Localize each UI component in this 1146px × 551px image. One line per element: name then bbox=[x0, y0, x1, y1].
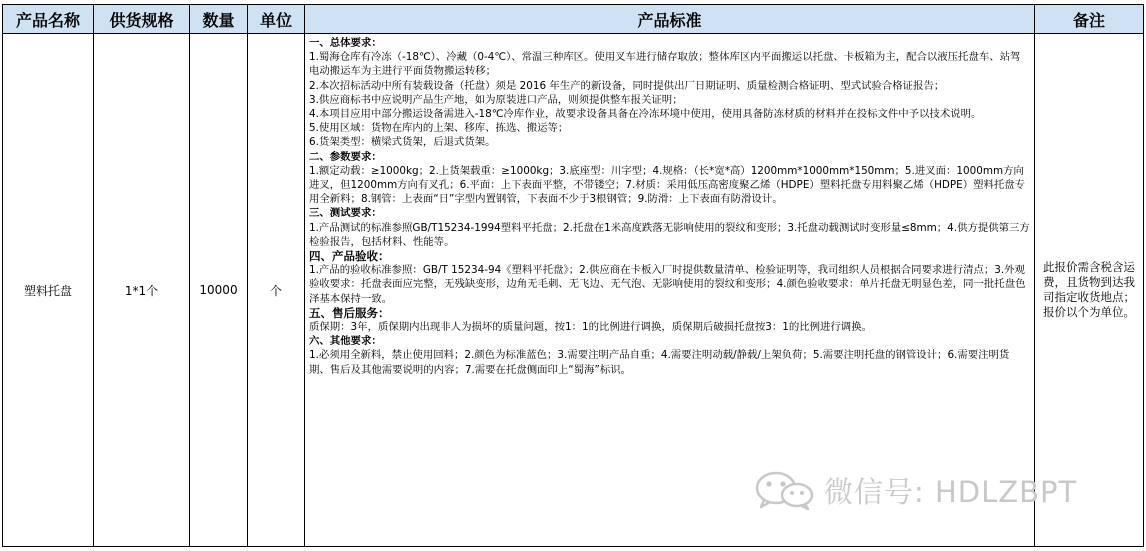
general-item-4: 4.本项目应用中部分搬运设备需进入-18℃冷库作业，故要求设备具备在冷冻环境中使用，使用具备防冻材质的材料并在投标文件中予以技术说明。 bbox=[309, 108, 982, 121]
header-supply-spec: 供货规格 bbox=[94, 5, 190, 34]
cell-remarks: 此报价需含税含运费，且货物到达我司指定收货地点；报价以个为单位。 bbox=[1035, 34, 1144, 547]
acceptance-text: 1.产品的验收标准参照：GB/T 15234-94《塑料平托盘》；2.供应商在卡板入厂时提供数量清单、检验证明等，我司组织人员根据合同要求进行清点；3.外观验收要求：托盘表面应完整，无残缺变形，边角无毛刺、无飞边、无气泡、无影响使用的裂纹和变形；4.颜色验收要求：单片托盘无明显色差，同一批托盘色泽基本保持一致。 bbox=[309, 264, 1026, 305]
section-acceptance-title: 四、产品验收： bbox=[309, 249, 390, 264]
product-spec-table bbox=[2, 4, 1144, 547]
watermark-text: 微信号: HDLZBPT bbox=[824, 474, 1078, 509]
general-item-2: 2.本次招标活动中所有装载设备（托盘）须是 2016 年生产的新设备，同时提供出厂日期证明、质量检测合格证明、型式试验合格证报告； bbox=[309, 79, 945, 92]
general-item-1: 1.蜀海仓库有冷冻（-18℃）、冷藏（0-4℃）、常温三种库区。使用叉车进行储存取放；整体库区内平面搬运以托盘、卡板箱为主，配合以液压托盘车、站驾电动搬运车为主进行平面货物搬运转移； bbox=[309, 51, 1021, 78]
header-product-name: 产品名称 bbox=[3, 5, 94, 34]
section-parameters-title: 二、参数要求： bbox=[309, 150, 382, 163]
header-remarks: 备注 bbox=[1035, 5, 1144, 34]
testing-text: 1.产品测试的标准参照GB/T15234-1994塑料平托盘；2.托盘在1米高度跌落无影响使用的裂纹和变形；3.托盘动载测试时变形量≤8mm；4.供方提供第三方检验报告，包括材料、性能等。 bbox=[309, 221, 1030, 248]
section-after-sales-title: 五、售后服务： bbox=[309, 305, 390, 320]
after-sales-text: 质保期：3年，质保期内出现非人为损坏的质量问题，按1：1的比例进行调换，质保期后破损托盘按3：1的比例进行调换。 bbox=[309, 321, 872, 334]
cell-unit: 个 bbox=[248, 34, 305, 547]
cell-product-name: 塑料托盘 bbox=[3, 34, 94, 547]
general-item-3: 3.供应商标书中应说明产品生产地，如为原装进口产品，则须提供整车报关证明； bbox=[309, 93, 683, 106]
other-requirements-text: 1.必须用全新料，禁止使用回料；2.颜色为标准蓝色；3.需要注明产品自重；4.需要注明动载/静载/上架负荷；5.需要注明托盘的钢管设计；6.需要注明货期、售后及其他需要说明的内容；7.需要在托盘侧面印上“蜀海”标识。 bbox=[309, 349, 1010, 376]
parameters-text: 1.额定动载：≥1000kg；2.上货架载重：≥1000kg；3.底座型：川字型；4.规格：（长*宽*高）1200mm*1000mm*150mm；5.进叉面：1000mm方向进叉，但1200mm方向有叉孔；6.平面：上下表面平整，不带镂空；7.材质：采用低压高密度聚乙烯（HDPE）塑料托盘专用料聚乙烯（HDPE）塑料托盘专用全新料；8.钢管：上表面“日”字型内置钢管，下表面不少于3根钢管；9.防滑：上下表面有防滑设计。 bbox=[309, 164, 1026, 206]
wechat-logo-icon bbox=[752, 470, 816, 510]
header-unit: 单位 bbox=[248, 5, 305, 34]
wechat-watermark bbox=[752, 470, 1077, 510]
general-item-5: 5.使用区域：货物在库内的上架、移库、拣选、搬运等； bbox=[309, 122, 569, 135]
header-quantity: 数量 bbox=[190, 5, 248, 34]
cell-quantity: 10000 bbox=[190, 34, 248, 547]
table-header-row bbox=[3, 5, 1144, 34]
section-other-title: 六、其他要求： bbox=[309, 335, 382, 348]
section-general-title: 一、总体要求： bbox=[309, 37, 382, 49]
header-product-standard: 产品标准 bbox=[305, 5, 1035, 34]
cell-supply-spec: 1*1个 bbox=[94, 34, 190, 547]
section-testing-title: 三、测试要求： bbox=[309, 207, 382, 220]
general-item-6: 6.货架类型：横梁式货架，后退式货架。 bbox=[309, 136, 496, 149]
